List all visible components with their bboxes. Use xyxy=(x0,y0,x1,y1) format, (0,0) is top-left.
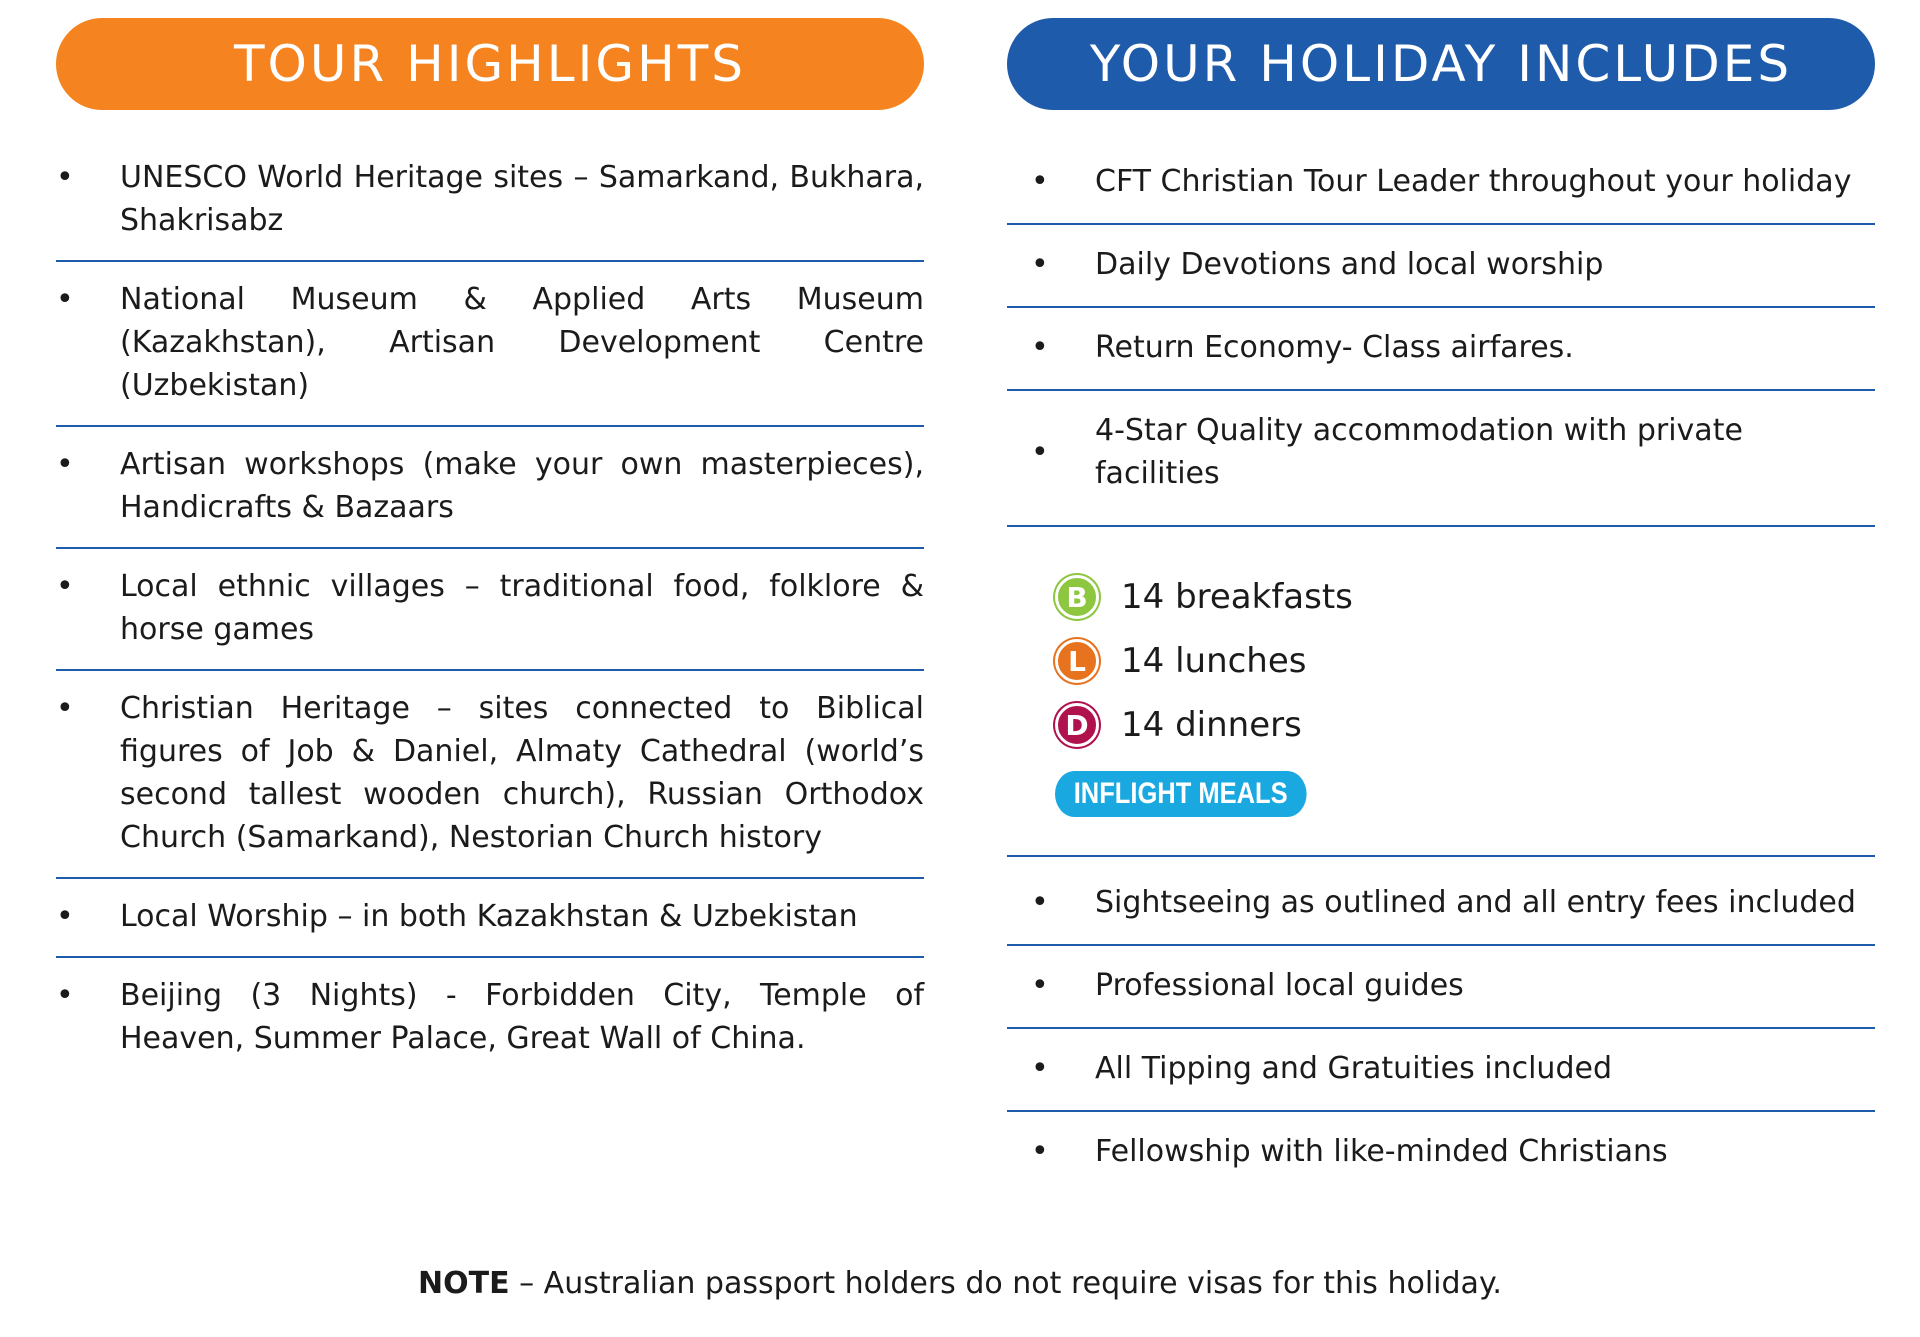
visa-note xyxy=(0,1262,1920,1306)
bullet-icon: • xyxy=(1031,968,1049,1003)
list-item xyxy=(1007,946,1875,1029)
list-item xyxy=(56,140,924,262)
list-item xyxy=(1007,1029,1875,1112)
include-text: Fellowship with like-minded Christians xyxy=(1095,1134,1668,1169)
list-item xyxy=(1007,857,1875,946)
list-item xyxy=(56,427,924,549)
holiday-includes-column xyxy=(1007,18,1875,1193)
bullet-icon: • xyxy=(1031,330,1049,365)
list-item xyxy=(56,879,924,958)
bullet-icon: • xyxy=(1031,247,1049,282)
tour-highlights-list xyxy=(56,140,936,1078)
highlight-text: UNESCO World Heritage sites – Samarkand, Bukhara, Shakrisabz xyxy=(120,160,924,238)
include-text: Professional local guides xyxy=(1095,968,1464,1003)
highlight-text: Local ethnic villages – traditional food, folklore & horse games xyxy=(120,569,924,647)
note-label: NOTE xyxy=(418,1266,510,1301)
meal-text: 14 dinners xyxy=(1121,705,1302,745)
tour-highlights-banner xyxy=(56,18,924,110)
bullet-icon: • xyxy=(56,160,74,195)
bullet-icon: • xyxy=(56,569,74,604)
meal-row-breakfast xyxy=(1055,565,1875,629)
bullet-icon: • xyxy=(1031,1051,1049,1086)
meal-row-lunch xyxy=(1055,629,1875,693)
list-item xyxy=(56,262,924,427)
dinner-icon: D xyxy=(1055,703,1099,747)
tour-highlights-column xyxy=(56,18,936,1078)
highlight-text: Local Worship – in both Kazakhstan & Uzbekistan xyxy=(120,899,858,934)
meal-text: 14 breakfasts xyxy=(1121,577,1353,617)
meal-row-dinner xyxy=(1055,693,1875,757)
bullet-icon: • xyxy=(56,899,74,934)
include-text: 4-Star Quality accommodation with private facilities xyxy=(1095,413,1743,491)
meal-text: 14 lunches xyxy=(1121,641,1307,681)
bullet-icon: • xyxy=(1031,885,1049,920)
bullet-icon: • xyxy=(56,978,74,1013)
include-text: Sightseeing as outlined and all entry fees included xyxy=(1095,885,1856,920)
bullet-icon: • xyxy=(1031,434,1049,470)
note-text: – Australian passport holders do not require visas for this holiday. xyxy=(509,1266,1502,1301)
bullet-icon: • xyxy=(56,447,74,482)
highlight-text: National Museum & Applied Arts Museum (Kazakhstan), Artisan Development Centre (Uzbekistan) xyxy=(120,282,924,403)
bullet-icon: • xyxy=(56,691,74,726)
meals-panel xyxy=(1007,527,1875,857)
list-item xyxy=(56,549,924,671)
list-item xyxy=(1007,391,1875,527)
list-item xyxy=(56,958,924,1078)
tour-highlights-title: TOUR HIGHLIGHTS xyxy=(233,35,747,93)
holiday-includes-title: YOUR HOLIDAY INCLUDES xyxy=(1089,35,1793,93)
lunch-icon: L xyxy=(1055,639,1099,683)
list-item xyxy=(1007,142,1875,225)
holiday-includes-banner xyxy=(1007,18,1875,110)
include-text: Return Economy- Class airfares. xyxy=(1095,330,1574,365)
list-item xyxy=(1007,1112,1875,1193)
include-text: Daily Devotions and local worship xyxy=(1095,247,1604,282)
include-text: CFT Christian Tour Leader throughout your holiday xyxy=(1095,164,1852,199)
list-item xyxy=(1007,225,1875,308)
list-item xyxy=(1007,308,1875,391)
highlight-text: Artisan workshops (make your own masterpieces), Handicrafts & Bazaars xyxy=(120,447,924,525)
bullet-icon: • xyxy=(56,282,74,317)
inflight-meals-badge: INFLIGHT MEALS xyxy=(1055,771,1306,817)
bullet-icon: • xyxy=(1031,1134,1049,1169)
highlight-text: Christian Heritage – sites connected to Biblical figures of Job & Daniel, Almaty Cathedral (world’s second tallest wooden church), Russian Orthodox Church (Samarkand), Nestorian Church history xyxy=(120,691,924,855)
include-text: All Tipping and Gratuities included xyxy=(1095,1051,1612,1086)
list-item xyxy=(56,671,924,879)
holiday-includes-list xyxy=(1007,142,1875,1193)
breakfast-icon: B xyxy=(1055,575,1099,619)
bullet-icon: • xyxy=(1031,164,1049,199)
highlight-text: Beijing (3 Nights) - Forbidden City, Temple of Heaven, Summer Palace, Great Wall of China. xyxy=(120,978,924,1056)
